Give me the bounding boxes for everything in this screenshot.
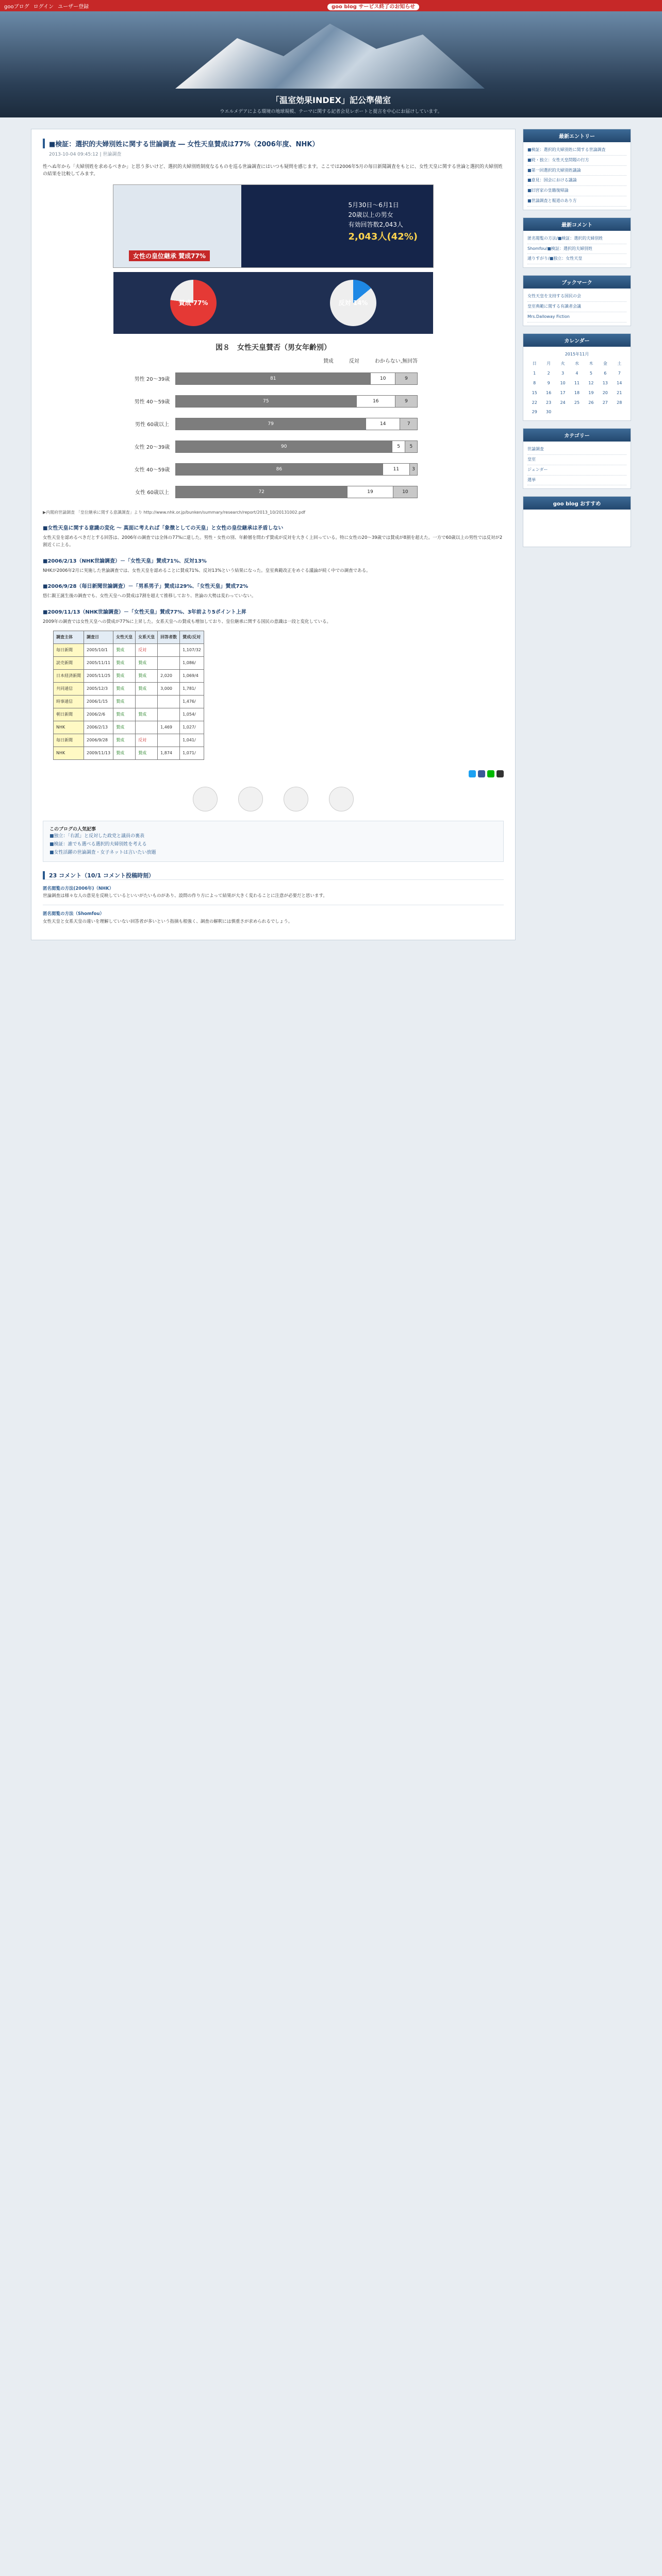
category-item[interactable]: 世論調査 bbox=[527, 445, 626, 455]
table-row bbox=[54, 695, 204, 708]
chart-legend bbox=[129, 357, 418, 364]
table-cell bbox=[136, 721, 158, 734]
stacked-bar bbox=[175, 418, 418, 430]
calendar-day[interactable]: 2 bbox=[547, 371, 550, 376]
bar-segment: 5 bbox=[392, 441, 404, 452]
bar-segment: 3 bbox=[409, 464, 417, 475]
table-cell: 2006/1/15 bbox=[84, 695, 113, 708]
table-row bbox=[54, 747, 204, 759]
table-cell: 賛成 bbox=[113, 708, 136, 721]
table-cell: 2006/9/28 bbox=[84, 734, 113, 747]
table-cell: 賛成 bbox=[113, 747, 136, 759]
bar-segment: 72 bbox=[176, 486, 347, 498]
bookmark-list bbox=[523, 289, 631, 325]
bar-segment: 90 bbox=[176, 441, 392, 452]
table-cell: 女系天皇 bbox=[136, 631, 158, 643]
category-item[interactable]: ジェンダー bbox=[527, 465, 626, 476]
share-bar bbox=[43, 770, 504, 777]
table-cell: NHK bbox=[54, 721, 84, 734]
calendar-day[interactable]: 8 bbox=[533, 380, 536, 385]
post-intro: 性へぬ年から「夫婦別姓を求めるべきか」と思う多いけど、選択的夫婦別姓制度なるものを巡る世論調査にはいつも疑問を感じます。ここでは2006年5月の毎日新聞調査をもとに、女性天皇に関する世論と選択的夫婦別姓の結果を比較してみます。 bbox=[43, 164, 503, 177]
calendar-day[interactable]: 26 bbox=[588, 400, 594, 405]
bookmark-item[interactable]: Mrs.Dalloway Fiction bbox=[527, 312, 626, 323]
table-cell: 1,781/ bbox=[180, 682, 204, 695]
goo-header: goo blog おすすめ bbox=[523, 497, 631, 510]
post-date: 2013-10-04 09:45:12 | 世論調査 bbox=[49, 152, 122, 157]
comment bbox=[43, 905, 504, 930]
bar-segment: 10 bbox=[393, 486, 417, 498]
table-cell: 1,107/32 bbox=[180, 643, 204, 656]
calendar-day[interactable]: 7 bbox=[618, 371, 621, 376]
calendar-header: カレンダー bbox=[523, 334, 631, 347]
comment-author[interactable]: 匿名閲覧の方法（Shomfou） bbox=[43, 911, 104, 917]
category-label: 女性 40〜59歳 bbox=[134, 467, 170, 473]
category-item[interactable]: 選挙 bbox=[527, 476, 626, 486]
chart-row bbox=[129, 413, 418, 435]
bookmark-item[interactable]: 皇室典範に関する有識者会議 bbox=[527, 302, 626, 312]
table-header bbox=[54, 631, 204, 643]
calendar-day[interactable]: 19 bbox=[588, 390, 594, 395]
stacked-bar bbox=[175, 372, 418, 385]
calendar-day[interactable]: 22 bbox=[532, 400, 537, 405]
table-cell: 賛成 bbox=[136, 669, 158, 682]
category-label: 男性 20〜39歳 bbox=[134, 377, 170, 383]
table-cell: 女性天皇 bbox=[113, 631, 136, 643]
reaction-icons bbox=[43, 787, 504, 811]
calendar-day[interactable]: 29 bbox=[532, 410, 537, 415]
table-cell: 回答者数 bbox=[158, 631, 180, 643]
table-cell: 共同通信 bbox=[54, 682, 84, 695]
category-label: 女性 60歳以上 bbox=[135, 490, 169, 496]
calendar-day[interactable]: 1 bbox=[533, 371, 536, 376]
related-link[interactable]: ■独立：「右派」と反対した政党と議員の裏表 bbox=[49, 833, 145, 839]
legend-item: わからない,無回答 bbox=[374, 358, 418, 364]
calendar-day[interactable]: 3 bbox=[561, 371, 565, 376]
calendar-day[interactable]: 17 bbox=[560, 390, 566, 395]
table-cell: 賛成 bbox=[136, 708, 158, 721]
chart-row bbox=[129, 390, 418, 413]
bar-segment: 11 bbox=[383, 464, 409, 475]
bar-segment: 75 bbox=[176, 396, 356, 407]
legend-item: 反対 bbox=[349, 358, 359, 364]
section-heading: ■女性天皇に関する意識の変化 ～ 真面に考えれば「象徴としての天皇」と女性の皇位継承は矛盾しない bbox=[43, 525, 284, 531]
table-cell: 賛成 bbox=[113, 734, 136, 747]
section-heading: ■2006/9/28（毎日新聞世論調査）－「男系男子」賛成は29%、「女性天皇」賛成72% bbox=[43, 584, 249, 590]
comment-item[interactable]: 通りすがり/■独立：女性天皇 bbox=[527, 254, 626, 264]
calendar-day[interactable]: 24 bbox=[560, 400, 566, 405]
table-cell bbox=[158, 708, 180, 721]
comment-item[interactable]: Shomfou/■検証：選択的夫婦別姓 bbox=[527, 244, 626, 255]
table-row bbox=[54, 721, 204, 734]
calendar-day[interactable]: 11 bbox=[574, 380, 580, 385]
related-link[interactable]: ■女性活躍の世論調査・女子ネットは言いたい放題 bbox=[49, 850, 156, 856]
post-title[interactable]: ■検証：選択的夫婦別姓に関する世論調査 ― 女性天皇賛成は77%（2006年度、NHK） bbox=[43, 139, 504, 148]
table-cell: 2006/2/13 bbox=[84, 721, 113, 734]
table-cell: 調査主体 bbox=[54, 631, 84, 643]
category-item[interactable]: 皇室 bbox=[527, 455, 626, 465]
pie-approve: 賛成 77% bbox=[170, 280, 217, 326]
comment-author[interactable]: 匿名閲覧の方法(2006年)（NHK） bbox=[43, 886, 114, 891]
table-cell: 2005/12/3 bbox=[84, 682, 113, 695]
stacked-bar bbox=[175, 395, 418, 408]
section-paragraph: 2009年の調査では女性天皇への賛成が77%に上昇した。女系天皇への賛成も増加しており、皇位継承に関する国民の意識は一段と変化している。 bbox=[43, 619, 332, 624]
table-row bbox=[54, 669, 204, 682]
tv-line: 20歳以上の男女 bbox=[348, 211, 393, 218]
blog-description: ウエルメデアによる環境の地球規模、テーマに関する記者会見レポートと提言を中心にお届けしています。 bbox=[220, 109, 442, 114]
service-notice[interactable]: goo blog サービス終了のお知らせ bbox=[327, 4, 419, 10]
table-cell: 賛成 bbox=[113, 682, 136, 695]
table-cell: 1,874 bbox=[158, 747, 180, 759]
table-cell: 賛成 bbox=[113, 695, 136, 708]
calendar-day[interactable]: 30 bbox=[546, 410, 552, 415]
table-cell: 1,069/4 bbox=[180, 669, 204, 682]
tv-screenshot bbox=[43, 184, 504, 268]
weekday-label: 月 bbox=[547, 361, 551, 366]
bar-segment: 10 bbox=[370, 373, 395, 384]
calendar-title: 2015年11月 bbox=[565, 351, 589, 357]
chart-row bbox=[129, 458, 418, 481]
table-cell: 賛成 bbox=[113, 721, 136, 734]
line-icon[interactable] bbox=[487, 770, 494, 777]
bar-segment: 5 bbox=[405, 441, 417, 452]
comment bbox=[43, 879, 504, 905]
tv-line: 有効回答数2,043人 bbox=[348, 221, 403, 229]
calendar-day[interactable]: 5 bbox=[589, 371, 592, 376]
table-cell: 時事通信 bbox=[54, 695, 84, 708]
weekday-label: 土 bbox=[617, 361, 622, 366]
bookmark-header: ブックマーク bbox=[523, 276, 631, 289]
recent-list bbox=[523, 142, 631, 210]
stacked-bar bbox=[175, 440, 418, 453]
main-content bbox=[31, 129, 516, 940]
bar-segment: 19 bbox=[347, 486, 393, 498]
twitter-icon[interactable] bbox=[469, 770, 476, 777]
calendar bbox=[527, 359, 626, 417]
table-cell: 朝日新聞 bbox=[54, 708, 84, 721]
recent-item[interactable]: ■世論調査と報道のあり方 bbox=[527, 196, 626, 207]
hatena-icon[interactable] bbox=[496, 770, 504, 777]
table-cell bbox=[158, 656, 180, 669]
section-paragraph: NHKが2006年2月に実施した世論調査では、女性天皇を認めることに賛成71%、反対13%という結果になった。皇室典範改正をめぐる議論が続く中での調査である。 bbox=[43, 568, 371, 573]
section-paragraph: 女性天皇を認めるべきだとする回答は、2006年の調査では全体の77%に達した。男性・女性の別、年齢層を問わず賛成が反対を大きく上回っている。特に女性の20〜39歳では賛成が8割を超えた。一方で60歳以上の男性では反対が2割近くに上る。 bbox=[43, 535, 503, 548]
tv-caption: 女性の皇位継承 賛成77% bbox=[129, 250, 210, 261]
table-cell: NHK bbox=[54, 747, 84, 759]
recent-header: 最新エントリー bbox=[523, 129, 631, 142]
top-bar bbox=[0, 0, 662, 11]
chart-row bbox=[129, 481, 418, 503]
pie-oppose: 反対 14% bbox=[330, 280, 376, 326]
table-cell bbox=[158, 695, 180, 708]
table-row bbox=[54, 656, 204, 669]
table-cell: 反対 bbox=[136, 734, 158, 747]
recent-item[interactable]: ■意見：国会における議論 bbox=[527, 176, 626, 186]
table-cell: 賛成 bbox=[136, 747, 158, 759]
table-cell: 2,020 bbox=[158, 669, 180, 682]
weekday-label: 木 bbox=[589, 361, 593, 366]
weekday-label: 金 bbox=[603, 361, 607, 366]
calendar-day[interactable]: 15 bbox=[532, 390, 537, 395]
comment-text: 世論調査は様々な人の意見を反映しているといいがたいものがあり、設問の作り方によって結果が大きく変わることに注意が必要だと思います。 bbox=[43, 893, 327, 899]
facebook-icon[interactable] bbox=[478, 770, 485, 777]
table-cell: 1,027/ bbox=[180, 721, 204, 734]
recent-item[interactable]: ■旧宮家の皇籍復帰論 bbox=[527, 186, 626, 196]
chart-row bbox=[129, 435, 418, 458]
goo-logo[interactable]: gooブログ bbox=[4, 4, 29, 10]
recent-item[interactable]: ■続・独立：女性天皇問題の行方 bbox=[527, 156, 626, 166]
table-cell: 毎日新聞 bbox=[54, 643, 84, 656]
legend-item: 賛成 bbox=[323, 358, 334, 364]
bar-segment: 86 bbox=[176, 464, 383, 475]
table-row bbox=[54, 734, 204, 747]
pie-screenshot bbox=[43, 272, 504, 334]
table-cell: 反対 bbox=[136, 643, 158, 656]
bar-segment: 81 bbox=[176, 373, 370, 384]
table-cell: 2005/10/1 bbox=[84, 643, 113, 656]
table-cell: 1,054/ bbox=[180, 708, 204, 721]
table-cell: 3,000 bbox=[158, 682, 180, 695]
table-cell: 調査日 bbox=[84, 631, 113, 643]
table-cell: 毎日新聞 bbox=[54, 734, 84, 747]
table-cell: 賛成 bbox=[136, 656, 158, 669]
table-cell: 2009/11/13 bbox=[84, 747, 113, 759]
blog-header bbox=[0, 11, 662, 117]
reaction-icon[interactable] bbox=[193, 787, 218, 811]
blog-title[interactable]: 「温室効果INDEX」記公準備室 bbox=[271, 95, 391, 105]
calendar-day[interactable]: 27 bbox=[602, 400, 608, 405]
table-cell: 1,041/ bbox=[180, 734, 204, 747]
reaction-icon[interactable] bbox=[238, 787, 263, 811]
calendar-day[interactable]: 12 bbox=[588, 380, 594, 385]
bar-segment: 14 bbox=[366, 418, 400, 430]
header-mountain-image bbox=[175, 16, 485, 89]
section-heading: ■2009/11/13（NHK世論調査）－「女性天皇」賛成77%、3年前より5ポイント上昇 bbox=[43, 609, 246, 615]
comment-text: 女性天皇と女系天皇の違いを理解していない回答者が多いという指摘も根強く、調査の解釈には慎重さが求められるでしょう。 bbox=[43, 919, 293, 924]
table-cell: 1,476/ bbox=[180, 695, 204, 708]
table-row bbox=[54, 643, 204, 656]
table-cell: 賛成/反対 bbox=[180, 631, 204, 643]
tv-highlight: 2,043人(42%) bbox=[348, 231, 418, 243]
calendar-day[interactable]: 18 bbox=[574, 390, 580, 395]
section-heading: ■2006/2/13（NHK世論調査）－「女性天皇」賛成71%、反対13% bbox=[43, 558, 207, 564]
calendar-day[interactable]: 16 bbox=[546, 390, 552, 395]
table-cell: 賛成 bbox=[113, 669, 136, 682]
calendar-day[interactable]: 10 bbox=[560, 380, 566, 385]
reaction-icon[interactable] bbox=[284, 787, 308, 811]
calendar-day[interactable]: 9 bbox=[547, 380, 550, 385]
comment-item[interactable]: 匿名閲覧の方法/■検証：選択的夫婦別姓 bbox=[527, 234, 626, 244]
table-cell: 賛成 bbox=[113, 656, 136, 669]
category-header: カテゴリー bbox=[523, 429, 631, 442]
table-cell: 読売新聞 bbox=[54, 656, 84, 669]
category-label: 男性 60歳以上 bbox=[135, 422, 169, 428]
bookmark-item[interactable]: 女性天皇を支持する国民の会 bbox=[527, 292, 626, 302]
comments-header: 23 コメント（10/1 コメント投稿時刻） bbox=[43, 871, 504, 879]
category-label: 男性 40〜59歳 bbox=[134, 399, 170, 405]
register-link[interactable]: ユーザー登録 bbox=[58, 4, 89, 10]
related-articles bbox=[43, 821, 504, 862]
table-cell: 2006/2/6 bbox=[84, 708, 113, 721]
calendar-day[interactable]: 6 bbox=[604, 371, 607, 376]
recent-item[interactable]: ■第一回選択的夫婦別姓議論 bbox=[527, 166, 626, 176]
calendar-day[interactable]: 28 bbox=[617, 400, 622, 405]
section-paragraph: 悠仁親王誕生後の調査でも、女性天皇への賛成は7割を超えて推移しており、世論の大勢は変わっていない。 bbox=[43, 594, 256, 599]
chart-source: ▶内閣府世論調査 「皇位継承に関する意識調査」より http://www.nhk.or.jp/bunken/summary/research/report/2013_10/20131002.pdf bbox=[43, 510, 306, 515]
calendar-day[interactable]: 25 bbox=[574, 400, 580, 405]
table-cell: 1,086/ bbox=[180, 656, 204, 669]
stacked-bar-chart bbox=[129, 357, 418, 503]
poll-table bbox=[53, 631, 204, 760]
table-cell: 賛成 bbox=[136, 682, 158, 695]
calendar-day[interactable]: 23 bbox=[546, 400, 552, 405]
calendar-day[interactable]: 13 bbox=[602, 380, 608, 385]
table-cell: 2005/11/25 bbox=[84, 669, 113, 682]
bar-segment: 9 bbox=[395, 373, 417, 384]
table-cell: 1,071/ bbox=[180, 747, 204, 759]
table-cell bbox=[136, 695, 158, 708]
weekday-label: 火 bbox=[560, 361, 565, 366]
related-header: このブログの人気記事 bbox=[49, 826, 96, 832]
related-link[interactable]: ■検証：誰でも選べる選択的夫婦別姓を考える bbox=[49, 842, 147, 848]
table-cell bbox=[158, 734, 180, 747]
calendar-day[interactable]: 21 bbox=[617, 390, 622, 395]
chart-row bbox=[129, 367, 418, 390]
calendar-day[interactable]: 14 bbox=[617, 380, 622, 385]
sidebar bbox=[523, 129, 631, 940]
table-cell: 日本経済新聞 bbox=[54, 669, 84, 682]
calendar-day[interactable]: 20 bbox=[602, 390, 608, 395]
category-list bbox=[523, 442, 631, 488]
login-link[interactable]: ログイン bbox=[33, 4, 54, 10]
bar-segment: 9 bbox=[395, 396, 417, 407]
bar-segment: 7 bbox=[400, 418, 417, 430]
tv-line: 5月30日〜6月1日 bbox=[348, 201, 399, 209]
stacked-bar bbox=[175, 486, 418, 498]
calendar-day[interactable]: 4 bbox=[575, 371, 578, 376]
figure-title: 図８ 女性天皇賛否（男女年齢別） bbox=[216, 343, 331, 352]
recent-item[interactable]: ■検証：選択的夫婦別姓に関する世論調査 bbox=[527, 145, 626, 156]
table-cell bbox=[158, 643, 180, 656]
bar-segment: 16 bbox=[356, 396, 395, 407]
stacked-bar bbox=[175, 463, 418, 476]
bar-segment: 79 bbox=[176, 418, 366, 430]
table-row bbox=[54, 708, 204, 721]
table-cell: 2005/11/11 bbox=[84, 656, 113, 669]
category-label: 女性 20〜39歳 bbox=[134, 445, 170, 451]
comment-list bbox=[523, 231, 631, 267]
table-cell: 1,469 bbox=[158, 721, 180, 734]
weekday-label: 日 bbox=[532, 361, 537, 366]
comments-header-side: 最新コメント bbox=[523, 218, 631, 231]
table-row bbox=[54, 682, 204, 695]
reaction-icon[interactable] bbox=[329, 787, 354, 811]
table-cell: 賛成 bbox=[113, 643, 136, 656]
weekday-label: 水 bbox=[574, 361, 579, 366]
